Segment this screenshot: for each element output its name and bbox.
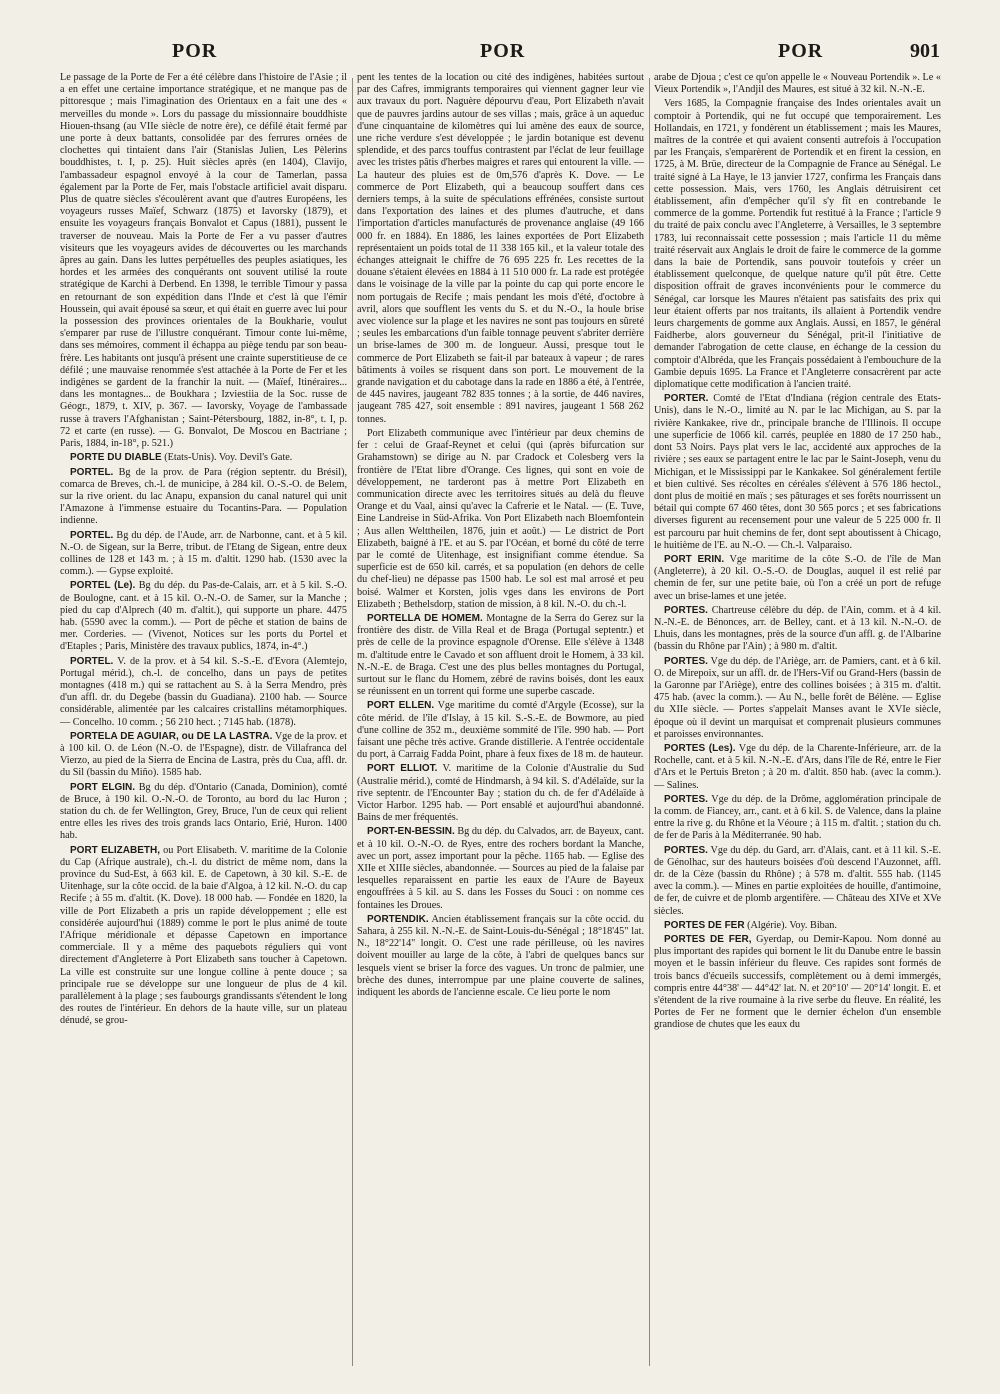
page-number: 901 xyxy=(910,40,940,62)
dictionary-entry xyxy=(654,554,941,603)
entry-text: (Etats-Unis). Voy. Devil's Gate. xyxy=(164,452,293,464)
dictionary-entry xyxy=(654,920,941,932)
dictionary-entry xyxy=(357,826,644,911)
dictionary-entry xyxy=(60,845,347,1028)
dictionary-entry xyxy=(654,934,941,1032)
dictionary-entry xyxy=(60,452,347,464)
entry-text: Bg du dép. du Pas-de-Calais, arr. et à 5 kil. S.-O. de Boulogne, cant. et à 15 kil. O.-N.-O. de Samer, sur la Manche ; pied du cap d'Alprech (40 m. d'altit.), qui supporte un phare. 4475 hab. (5590 avec la comm.). — Port de pêche et station de bains de mer. Corderies. — (Vivenot, Notices sur les ports du Portel et d'Etaples ; Paris, Ministère des travaux publics, 1874, in-4°.) xyxy=(60,580,347,653)
entry-text: (Algérie). Voy. Biban. xyxy=(747,919,837,931)
column-2 xyxy=(357,72,644,1368)
entry-headword: PORTEL. xyxy=(70,529,114,541)
header-guide-word-center: POR xyxy=(480,40,526,62)
column-divider xyxy=(352,78,353,1366)
dictionary-entry xyxy=(357,700,644,761)
entry-text: Bg du dép. du Calvados, arr. de Bayeux, cant. et à 10 kil. O.-N.-O. de Ryes, entre des rochers bordant la Manche, avec un port, assez important pour la pêche. 1165 hab. — Eglise des XIIe et XIIIe siècles, abandonnée. — Sources au pied de la falaise par lesquelles reparaissent en partie les eaux de l'Aure de Bayeux engouffrées à 5 kil. au S. dans les Fosses du Souci : on nomme ces fontaines les Droues. xyxy=(357,826,644,911)
column-1 xyxy=(60,72,347,1368)
entry-text: Bg du dép. de l'Aude, arr. de Narbonne, cant. et à 5 kil. N.-O. de Sigean, sur la Berre, tribut. de l'Etang de Sigean, entre deux collines de 128 et 143 m. ; à 15 m. d'altit. 1290 hab. (1530 avec la comm.). — Gypse exploité. xyxy=(60,529,347,578)
dictionary-entry xyxy=(60,656,347,729)
entry-headword: PORTEL. xyxy=(70,466,114,478)
entry-text: Vge maritime du comté d'Argyle (Ecosse), sur la côte mérid. de l'île d'Islay, à 15 kil. S.-S.-E. de Bowmore, au pied d'une colline de 352 m., deuxième sommité de l'île. 990 hab. — Port faisant une pêche très active. Grande distillerie. A l'entrée occidentale du port, à Carraig Fadda Point, phare à feux fixes de 18 m. de hauteur. xyxy=(357,700,644,761)
entry-headword: PORT ERIN. xyxy=(664,553,725,565)
dictionary-entry xyxy=(357,613,644,698)
dictionary-entry xyxy=(60,467,347,528)
entry-headword: PORTELA DE AGUIAR, ou DE LA LASTRA. xyxy=(70,730,273,742)
entry-headword: PORT-EN-BESSIN. xyxy=(367,826,455,838)
entry-headword: PORT ELLEN. xyxy=(367,700,435,712)
entry-headword: PORT ELGIN. xyxy=(70,781,136,793)
entry-headword: PORTER. xyxy=(664,393,709,405)
entry-headword: PORTENDIK. xyxy=(367,913,429,925)
entry-text: V. maritime de la Colonie d'Australie du Sud (Australie mérid.), comté de Hindmarsh, à 94 kil. S. d'Adélaïde, sur la rive septentr. de l'Encounter Bay ; station du ch. de fer d'Adélaïde à Victor Harbor. 1295 hab. — Port ensablé et aujourd'hui abandonné. Bains de mer fréquentés. xyxy=(357,763,644,824)
entry-headword: PORTE DU DIABLE xyxy=(70,452,162,464)
entry-headword: PORTES DE FER, xyxy=(664,934,752,946)
dictionary-entry xyxy=(357,914,644,999)
entry-headword: PORTES (Les). xyxy=(664,742,736,754)
dictionary-entry xyxy=(654,743,941,792)
dictionary-entry xyxy=(60,580,347,653)
column-3 xyxy=(654,72,941,1368)
entry-headword: PORTES. xyxy=(664,604,708,616)
entry-text: Chartreuse célèbre du dép. de l'Ain, comm. et à 4 kil. N.-N.-E. de Bénonces, arr. de Belley, cant. et à 13 kil. N.-N.-O. de Lhuis, dans les montagnes, près de la source d'un affl. g. de l'Albarine (bassin du Rhône par l'Ain) ; à 980 m. d'altit. xyxy=(654,604,941,653)
dictionary-entry xyxy=(60,530,347,579)
entry-headword: PORTES. xyxy=(664,655,708,667)
entry-text: ou Port Elisabeth. V. maritime de la Colonie du Cap (Afrique australe), ch.-l. du district de même nom, dans la province du Sud-Est, à 663 kil. E. de Capetown, à 30 kil. S.-E. de Uitenhage, sur la côte occid. de la baie d'Algoa, à 12 kil. N.-O. du cap Recife ; à 55 m. d'altit. (K. Dove). 18 000 hab. — Fondée en 1820, la ville de Port Elizabeth a pris un rapide développement ; elle est considérée aujourd'hui (1889) comme le port le plus animé de toute l'Afrique méridionale et dépasse Capetown en importance commerciale. Il y a même des paquebots réguliers qui vont directement d'Angleterre à Port Elizabeth sans toucher à Capetown. La ville est construite sur une longue colline à pente douce ; sa principale rue se développe sur une longueur de plus de 4 kil. parallèlement à la plage ; ses faubourgs grandissants s'étendent le long des routes de l'intérieur. En dehors de la haute ville, sur un plateau dénudé, se grou- xyxy=(60,844,347,1027)
dictionary-entry xyxy=(654,605,941,654)
text-columns xyxy=(60,72,940,1372)
paragraph: Vers 1685, la Compagnie française des Indes orientales avait un comptoir à Portendik, qui ne fut occupé que temporairement. Les Hollandais, en 1721, y fondèrent un établissement ; mais les Maures, maîtres de la contrée et qui avaient consenti autrefois à l'occupation par les Français, s'emparèrent de Portendik et en firent la cession, en 1725, à M. Brüe, directeur de la Compagnie de France au Sénégal. Le traité signé à La Haye, le 13 janvier 1727, confirma les Français dans cette possession. Mais, vers 1760, les Anglais détruisirent cet établissement, afin d'empêcher qu'il s'y fît en contrebande le commerce de la gomme. Portendik fut restitué à la France ; l'article 9 du traité de paix conclu avec l'Angleterre, à Versailles, le 3 septembre 1783, lui reconnaissait cette possession ; mais l'article 11 du même traité réservait aux Anglais le droit de faire le commerce de la gomme dans la baie de Portendik, sans pouvoir toutefois y créer un établissement quelconque, de quelque nature qu'il pût être. Cette disposition offrait de graves inconvénients pour le commerce du Sénégal, car lorsque les Maures n'étaient pas satisfaits des prix qui leur étaient offerts par nos traitants, ils allaient à Portendik vendre leurs chargements de gomme aux Anglais. Aussi, en 1857, le général Faidherbe, alors gouverneur du Sénégal, prit-il l'initiative de demander l'abrogation de cette clause, en échange de la cession du comptoir d'Albréda, que les Français possédaient à l'embouchure de la Gambie depuis 1695. La France et l'Angleterre consacrèrent par acte diplomatique cette modification à l'ancien traité. xyxy=(654,98,941,391)
entry-text: Bg de la prov. de Para (région septentr. du Brésil), comarca de Breves, ch.-l. de municipe, à 284 kil. O.-S.-O. de Belem, sur la rive orient. du lac Anapu, expansion du canal naturel qui unit l'Amazone à l'immense estuaire du Tocantins-Para. — Population indienne. xyxy=(60,466,347,527)
header-guide-word-left: POR xyxy=(172,40,218,62)
entry-headword: PORTES DE FER xyxy=(664,919,745,931)
entry-text: Gyerdap, ou Demir-Kapou. Nom donné au plus important des rapides qui bornent le lit du Danube entre le bassin moyen et le bassin inférieur du fleuve. Ces rapides sont formés de trois bancs d'écueils successifs, complètement ou à demi immergés, compris entre 44°38' — 44°42' lat. N. et 20°10' — 20°14' longit. E. et s'étendent de la rive roumaine à la rive serbe du fleuve. En réalité, les Portes de Fer ne forment que le dernier échelon d'un ensemble grandiose de chutes que les eaux du xyxy=(654,934,941,1031)
entry-headword: PORTEL (Le). xyxy=(70,580,136,592)
dictionary-entry xyxy=(654,845,941,918)
entry-headword: PORTEL. xyxy=(70,655,114,667)
continued-paragraph: Le passage de la Porte de Fer a été célèbre dans l'histoire de l'Asie ; il a en effet une certaine importance stratégique, et ne manque pas de pittoresque ; mais l'imagination des Orientaux en a fait une des « merveilles du monde ». Lors du passage du missionnaire bouddhiste Hiouen-thsang (au VIIe siècle de notre ère), ce défilé était fermé par une porte à deux battants, consolidée par des ferrures ornées de clochettes qui tintaient dans l'air (Stanislas Julien, Les Pèlerins bouddhistes, t. I, p. 25). Huit siècles après (en 1404), Clavijo, l'ambassadeur espagnol envoyé à la cour de Tamerlan, passa également par la Porte de Fer, mais l'obstacle artificiel avait disparu. Plus de quatre siècles s'écoulèrent avant que d'autres Européens, les voyageurs russes Maïef, Schwarz (1875) et Iavorsky (1879), et ensuite les voyageurs français Bonvalot et Capus (1881), pussent le traverser de nouveau. Mais la Porte de Fer a vu passer d'autres visiteurs que les voyageurs avides de découvertes ou les marchands âpres au gain. Dans les luttes perpétuelles des peuples asiatiques, les hordes et les armées des conquérants ont souvent utilisé la route stratégique de Karchi à Derbend. En 1398, le terrible Timour y passa en retournant de son expédition dans l'Inde et c'est là que l'émir Houssein, qui avait épousé sa sœur, et qui était en guerre avec lui pour la possession des provinces orientales de la Boukharie, voulut s'emparer par ruse de l'illustre conquérant. Timour conte lui-même, dans ses mémoires, comment il échappa au piège tendu par son beau-frère. Les habitants ont jusqu'à présent une crainte superstitieuse de ce défilé ; une mauvaise renommée s'est attachée à la Porte de Fer et les indigènes se gardent de la franchir la nuit. — (Maïef, Itinéraires... dans les montagnes... de Boukhara ; Izviestiia de la Soc. russe de Géogr., 1879, t. XIV, p. 367. — Iavorsky, Voyage de l'ambassade russe à travers l'Afghanistan ; Saint-Pétersbourg, 1882, in-8°, t. I, p. 72 et carte (en russe). — G. Bonvalot, De Moscou en Bactriane ; Paris, 1884, in-18°, p. 521.) xyxy=(60,72,347,450)
entry-headword: PORTES. xyxy=(664,793,708,805)
continued-paragraph: arabe de Djoua ; c'est ce qu'on appelle le « Nouveau Portendik ». Le « Vieux Portendik », l'Andjil des Maures, est situé à 32 kil. N.-N.-E. xyxy=(654,72,941,96)
dictionary-entry xyxy=(60,731,347,780)
entry-text: Montagne de la Serra do Gerez sur la frontière des distr. de Villa Real et de Braga (Portugal septentr.) et près de celle de la province espagnole d'Orense. Elle s'élève à 1348 m. d'altitude entre le Cavado et son affluent droit le Homem, à 33 kil. N.-N.-E. de Braga. C'est une des plus belles montagnes du Portugal, surtout sur le flanc du Homem, zébré de ravins boisés, dont les eaux se réunissent en un torrent qui forme une superbe cascade. xyxy=(357,612,644,698)
continued-paragraph: pent les tentes de la location ou cité des indigènes, habitées surtout par des Cafres, immigrants temporaires qui viennent gagner leur vie aux travaux du port. Naguère dépourvu d'eau, Port Elizabeth n'avait que de pauvres jardins autour de ses villas ; mais, grâce à un aqueduc d'une cinquantaine de kilomètres qui lui amène des eaux de source, une riche verdure s'est développée ; le jardin botanique est devenu splendide, et des parcs touffus contrastent par l'éclat de leur feuillage avec les tristes pâtis d'herbes maigres et rares qui entourent la ville. — La hauteur des pluies est de 0m,576 d'après K. Dove. — Le commerce de Port Elizabeth, qui a beaucoup souffert dans ces derniers temps, à la suite de spéculations effrénées, consiste surtout dans l'exportation des laines et des plumes d'autruche, et dans l'importation d'articles manufacturés de provenance anglaise (49 166 000 fr. en 1884). En 1886, les laines exportées de Port Elizabeth représentaient un poids total de 11 338 165 kil., et la valeur totale des échanges atteignait le chiffre de 76 695 225 fr. Les recettes de la douane s'étaient élevées en 1884 à 11 510 000 fr. La rade est protégée dans le voisinage de la ville par la pointe du cap qui porte encore le nom portugais de Recife ; mais pendant les mois d'été, d'octobre à avril, alors que soufflent les vents du S. et du N.-O., la houle brise avec violence sur la plage et les navires ne sont pas toujours en sûreté ; seules les embarcations d'un faible tonnage peuvent s'abriter derrière un brise-lames de 300 m. de longueur. Aussi, presque tout le commerce de Port Elizabeth se fait-il par bateaux à vapeur ; de rares bâtiments à voiles se risquent dans son port. Le mouvement de la grande navigation et du cabotage dans la rade en 1886 a été, à l'entrée, de 445 navires, jaugeant 782 835 tonnes ; à la sortie, de 446 navires, jaugeant 785 427, soit ensemble : 891 navires, jaugeant 1 568 262 tonnes. xyxy=(357,72,644,425)
entry-text: Bg du dép. d'Ontario (Canada, Dominion), comté de Bruce, à 190 kil. O.-N.-O. de Toronto, au bord du lac Huron ; station du ch. de fer Wellington, Grey, Bruce, l'un de ceux qui relient entre elles les rives des trois grands lacs Ontario, Erié, Huron. 1400 hab. xyxy=(60,781,347,842)
entry-text: Comté de l'Etat d'Indiana (région centrale des Etats-Unis), dans le N.-O., limité au N. par le lac Michigan, au S. par la rivière Kankakee, rive dr., principale branche de l'Illinois. Il occupe une superficie de 1066 kil. carrés, peuplée en 1880 de 17 250 hab., dont 53 Noirs. Pays plat vers le lac, accidenté aux approches de la rivière ; ses eaux se partagent entre le lac par le Saint-Joseph, venu du Michigan, et le Mississippi par le Kankakee. Sol généralement fertile et bien cultivé. Ses récoltes en céréales s'élèvent à 576 186 hectol., dont plus de moitié en maïs ; ses pâturages et ses forêts nourrissent un bétail qui compte 67 460 têtes, dont 30 565 porcs ; et ses fabrications diverses figurent au recensement pour une valeur de 5 225 000 fr. Il est parcouru par huit chemins de fer, dont sept aboutissent à Chicago, le huitième de l'E. au N.-O. — Ch.-l. Valparaiso. xyxy=(654,393,941,551)
entry-headword: PORTES. xyxy=(664,844,708,856)
entry-headword: PORTELLA DE HOMEM. xyxy=(367,612,483,624)
header-guide-word-right: POR xyxy=(778,40,824,62)
entry-text: Ancien établissement français sur la côte occid. du Sahara, à 255 kil. N.-N.-E. de Saint-Louis-du-Sénégal ; 18°18'45" lat. N., 18°22'14" longit. O. C'est une rade périlleuse, où les navires doivent mouiller au large de la côte, à l'abri de quelques bancs sur lesquels vient se briser la force des vagues. Un tronc de palmier, une brèche des dunes, interrompue par une plaine couverte de salines, indiquent les abords de l'ancienne escale. Ce lieu porte le nom xyxy=(357,913,644,999)
dictionary-entry xyxy=(357,763,644,824)
dictionary-entry xyxy=(60,782,347,843)
entry-text: Vge du dép. de la Drôme, agglomération principale de la comm. de Fiancey, arr., cant. et à 6 kil. S. de Valence, dans la plaine entre la rive g. du Rhône et la Véoure ; à 115 m. d'altit. ; station du ch. de fer de Paris à la Méditerranée. 90 hab. xyxy=(654,793,941,842)
entry-text: V. de la prov. et à 54 kil. S.-S.-E. d'Evora (Alemtejo, Portugal mérid.), ch.-l. de concelho, dans un pays de petites montagnes (418 m.) qui se rattachent au S. à la Serra Mendro, près d'un affl. dr. du Degebe (bassin du Guadiana). 2100 hab. — Source considérable, alimentée par les calcaires cristallins métamorphiques. — Concelho. 10 comm. ; 56 210 hect. ; 7145 hab. (1878). xyxy=(60,655,347,728)
entry-text: Vge maritime de la côte S.-O. de l'île de Man (Angleterre), à 20 kil. O.-S.-O. de Douglas, auquel il est relié par chemin de fer, sur une petite baie, où l'on a créé un port de refuge avec un brise-lames et une jetée. xyxy=(654,553,941,602)
paragraph: Port Elizabeth communique avec l'intérieur par deux chemins de fer : celui de Graaf-Reynet et celui (qui (après bifurcation sur Grahamstown) se dirige au N. par Cradock et Colesberg vers la frontière de l'Etat libre d'Orange. Ces lignes, qui sont en voie de développement, ne tarderont pas à mettre Port Elizabeth en communication directe avec les territoires situés au delà du fleuve Orange et du Vaal, ainsi qu'avec la Cafrerie et le Natal. — (E. Tuve, Eine Landreise in Süd-Afrika. Von Port Elizabeth nach Bloemfontein ; Aus allen Welttheilen, 1876, juin et août.) — Le district de Port Elizabeth, baigné à l'E. et au S. par l'Océan, et borné du côté de terre par le comté de Uitenhage, est insignifiant comme étendue. Sa superficie est de 650 kil. carrés, et sa population (en dehors de celle du chef-lieu) ne dépasse pas 1500 hab. Le sol est mal arrosé et peu boisé. Walmer et Korsten, jolis vges dans les environs de Port Elizabeth ; Bethelsdorp, station de mission, à 8 kil. N.-O. du ch.-l. xyxy=(357,427,644,610)
dictionary-entry xyxy=(654,656,941,741)
entry-headword: PORT ELLIOT. xyxy=(367,763,438,775)
column-divider xyxy=(649,78,650,1366)
dictionary-entry xyxy=(654,794,941,843)
entry-text: Vge de la prov. et à 100 kil. O. de Léon (N.-O. de l'Espagne), distr. de Villafranca del Vierzo, au pied de la Sierra de Encina de Lastra, près du Cua, affl. dr. du Sil (bassin du Miño). 1585 hab. xyxy=(60,730,347,779)
running-header xyxy=(60,40,940,72)
entry-text: Vge du dép. de l'Ariège, arr. de Pamiers, cant. et à 6 kil. O. de Mirepoix, sur un affl. dr. de l'Hers-Vif ou Grand-Hers (bassin de la Garonne par l'Ariège), entre des collines boisées ; à 315 m. d'altit. 475 hab. (avec la comm.). — Au N., belle forêt de Bélène. — Eglise du XIIe siècle. — Portes s'appelait Manses avant le XVIe siècle, époque où il devint un marquisat et comprenait plusieurs communes et paroisses environnantes. xyxy=(654,655,941,740)
entry-text: Vge du dép. du Gard, arr. d'Alais, cant. et à 11 kil. S.-E. de Génolhac, sur des hauteurs boisées d'où descend l'Auzonnet, affl. dr. de la Cèze (bassin du Rhône) ; à 578 m. d'altit. 555 hab. (1145 avec la comm.). — Mines en partie exploitées de houille, d'antimoine, de fer, de cuivre et de plomb argentifère. — Château des XIVe et XVe siècles. xyxy=(654,844,941,917)
entry-text: Vge du dép. de la Charente-Inférieure, arr. de la Rochelle, cant. et à 5 kil. N.-N.-E. d'Ars, dans l'île de Ré, entre le Fier d'Ars et le Pertuis Breton ; à 20 m. d'altit. 850 hab. (avec la comm.). — Salines. xyxy=(654,742,941,791)
entry-headword: PORT ELIZABETH, xyxy=(70,844,161,856)
dictionary-entry xyxy=(654,393,941,552)
